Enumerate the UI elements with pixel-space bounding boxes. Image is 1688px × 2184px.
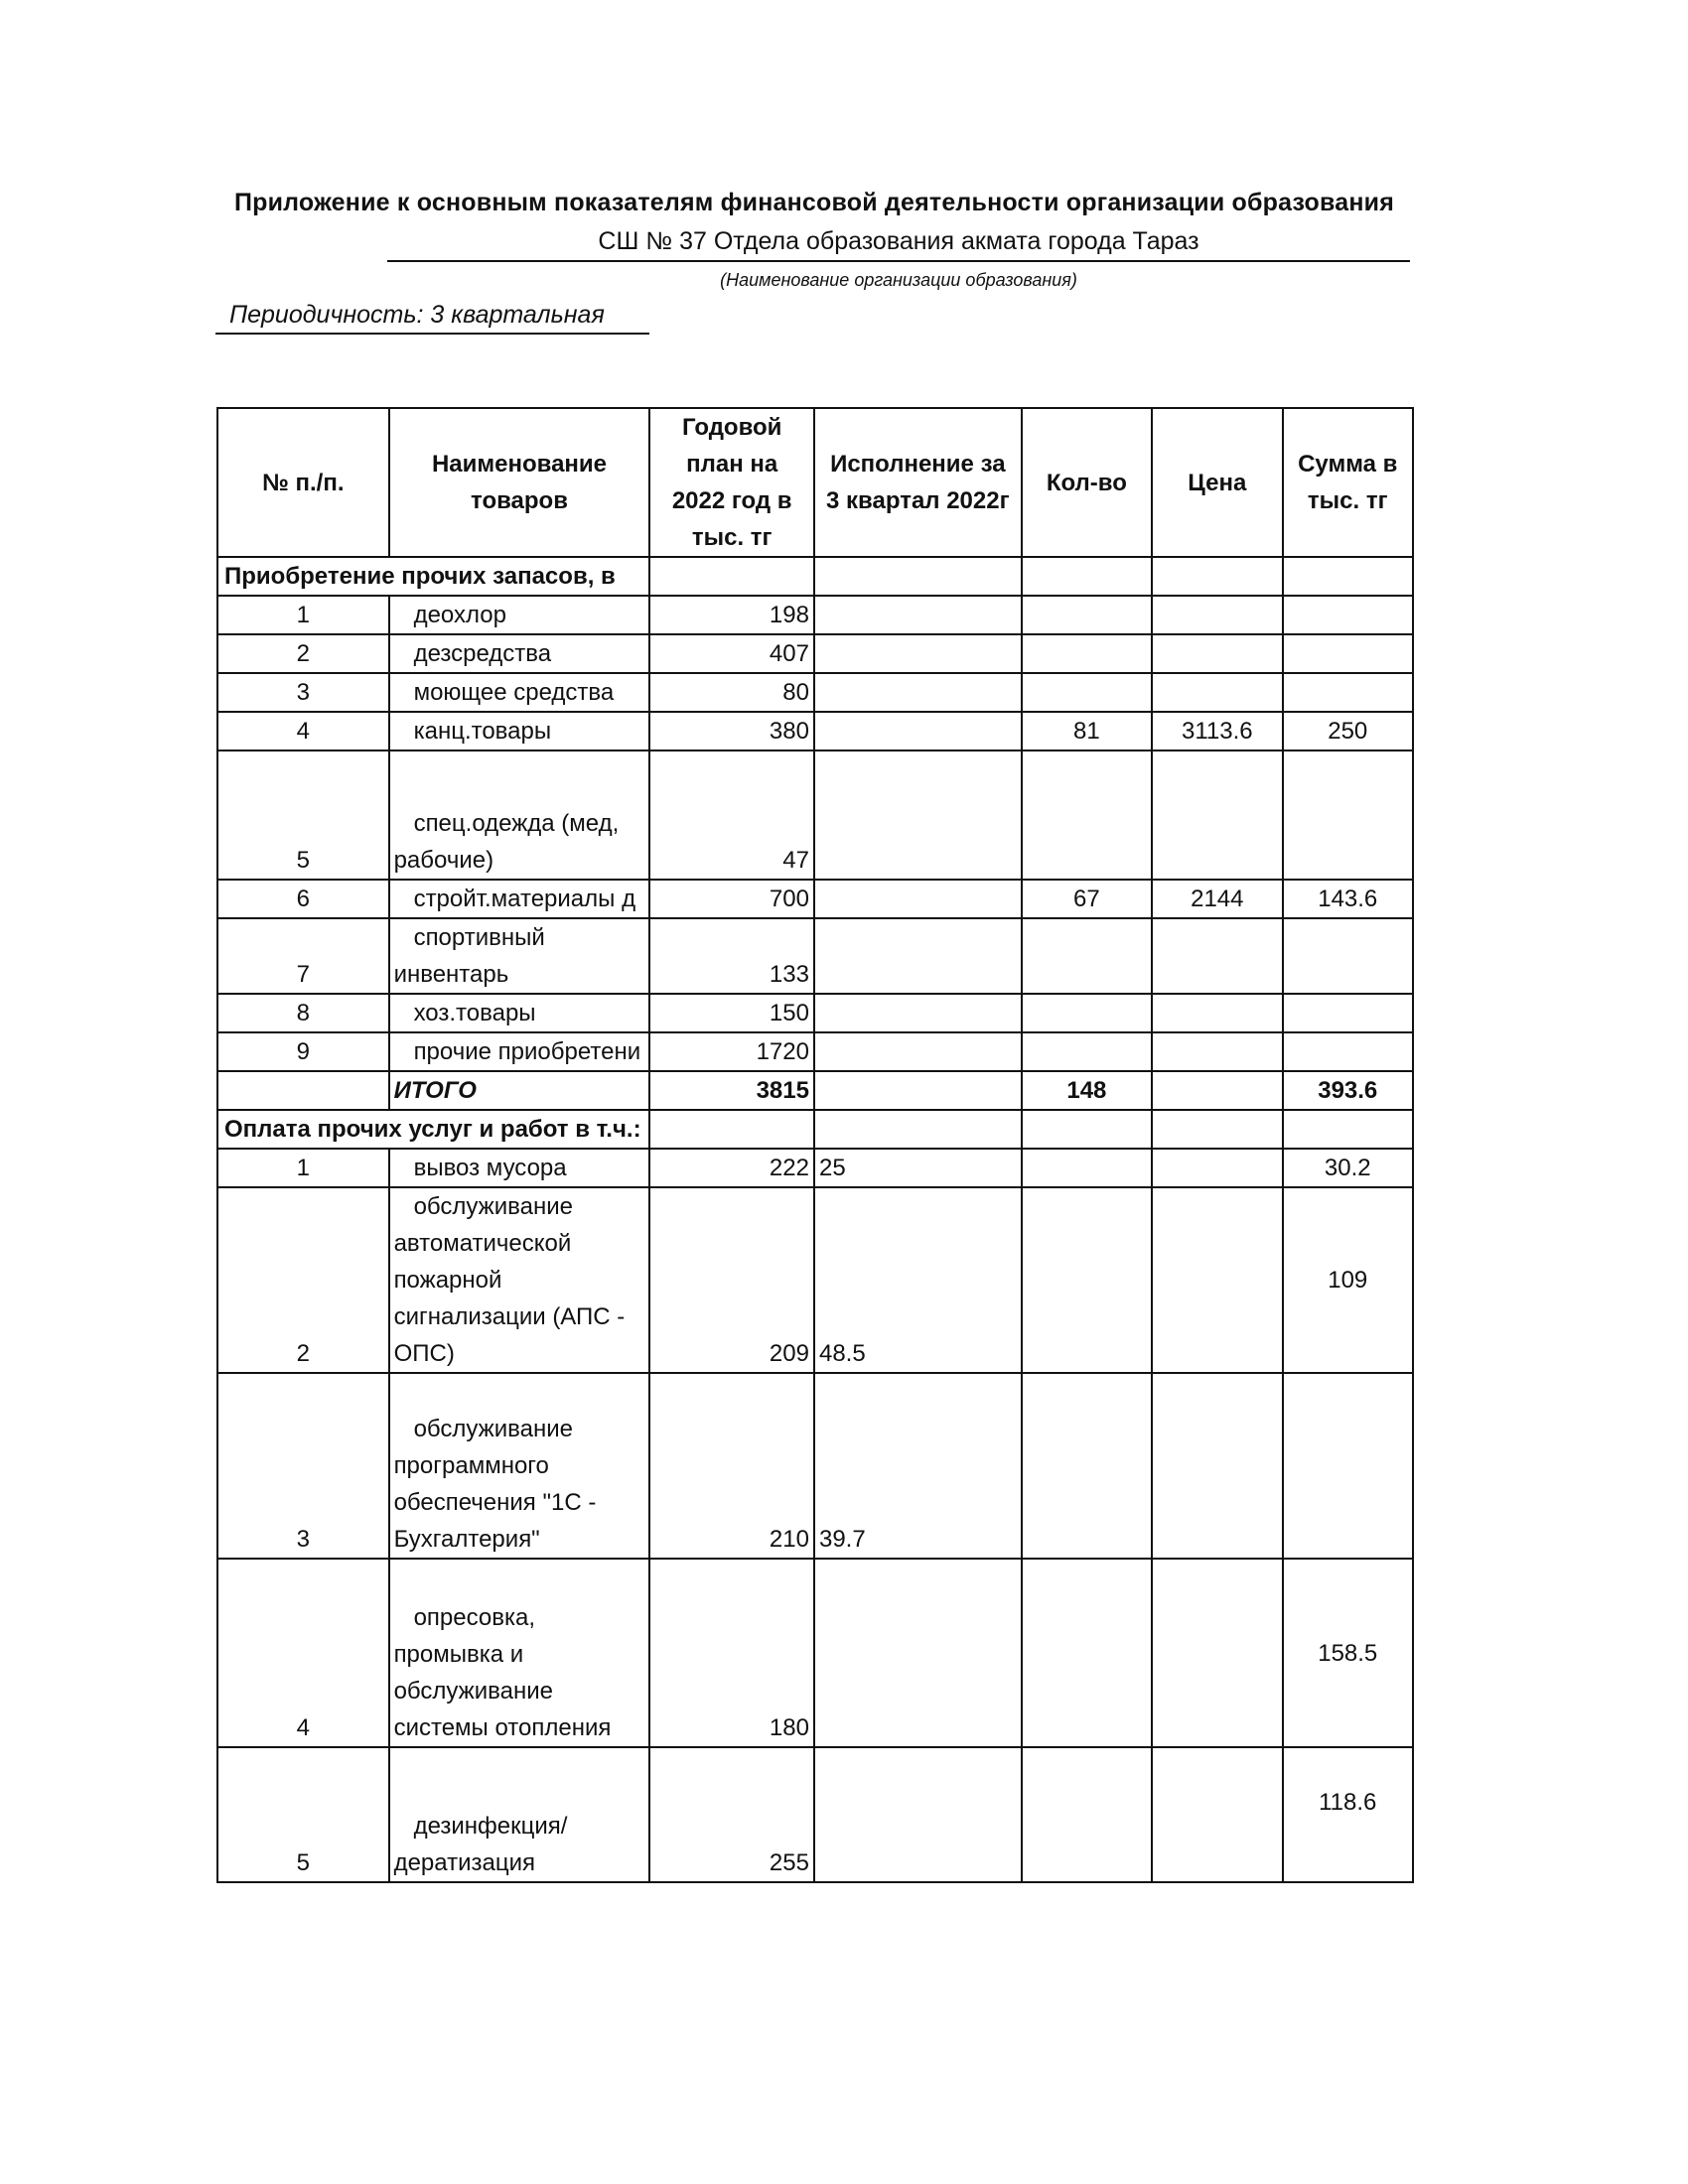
- row-name-line: промывка и: [393, 1641, 524, 1668]
- section-title: Оплата прочих услуг и работ в т.ч.:: [217, 1110, 649, 1149]
- row-quantity: [1022, 1149, 1152, 1187]
- row-number: 1: [217, 1149, 389, 1187]
- row-price: [1152, 596, 1282, 634]
- total-price: [1152, 1071, 1282, 1110]
- row-name-text: стройт.материалы д: [413, 886, 636, 912]
- row-execution: [814, 1559, 1022, 1747]
- row-plan: 209: [649, 1187, 814, 1373]
- table-row: [217, 1149, 1413, 1187]
- row-price: [1152, 1559, 1282, 1747]
- row-execution: 39.7: [814, 1373, 1022, 1559]
- table-row: [217, 751, 1413, 880]
- row-number: 5: [217, 751, 389, 880]
- row-sum: [1283, 1032, 1414, 1071]
- row-sum: [1283, 596, 1414, 634]
- row-execution: [814, 1032, 1022, 1071]
- row-quantity: 81: [1022, 712, 1152, 751]
- row-execution: [814, 596, 1022, 634]
- row-sum: [1283, 634, 1414, 673]
- row-execution: [814, 994, 1022, 1032]
- organization-caption: (Наименование организации образования): [720, 270, 1077, 290]
- row-plan: 222: [649, 1149, 814, 1187]
- page-title: Приложение к основным показателям финансовой деятельности организации образования: [233, 189, 1395, 216]
- finance-table: [216, 407, 1414, 1883]
- row-name: [389, 751, 650, 880]
- column-header-price: Цена: [1152, 408, 1282, 557]
- periodicity-label: Периодичность: 3 квартальная: [215, 301, 649, 335]
- organization-name: СШ № 37 Отдела образования акмата города Тараз: [387, 227, 1410, 262]
- row-name-line: Бухгалтерия": [393, 1526, 540, 1553]
- row-execution: [814, 918, 1022, 994]
- row-name-line: дератизация: [393, 1849, 535, 1876]
- row-sum: 109: [1283, 1187, 1414, 1373]
- row-name: [389, 673, 650, 712]
- row-execution: [814, 880, 1022, 918]
- section-row: [217, 1110, 1413, 1149]
- row-sum: [1283, 1373, 1414, 1559]
- row-number: 4: [217, 1559, 389, 1747]
- row-plan: 180: [649, 1559, 814, 1747]
- row-name-text: вывоз мусора: [413, 1155, 567, 1181]
- row-name-line: дезинфекция/: [413, 1813, 568, 1840]
- row-quantity: [1022, 994, 1152, 1032]
- column-header-number: № п./п.: [217, 408, 389, 557]
- table-row: [217, 1373, 1413, 1559]
- row-quantity: [1022, 1032, 1152, 1071]
- row-plan: 380: [649, 712, 814, 751]
- table-row: [217, 1187, 1413, 1373]
- row-name-line: программного: [393, 1452, 549, 1479]
- row-quantity: [1022, 673, 1152, 712]
- table-row: [217, 880, 1413, 918]
- row-name-text: канц.товары: [413, 718, 552, 745]
- row-name: [389, 1149, 650, 1187]
- row-plan: 700: [649, 880, 814, 918]
- table-row: [217, 994, 1413, 1032]
- section-row: [217, 557, 1413, 596]
- row-name-text: дезсредства: [413, 640, 552, 667]
- row-sum: [1283, 673, 1414, 712]
- total-number: [217, 1071, 389, 1110]
- row-name: [389, 1032, 650, 1071]
- row-name: [389, 918, 650, 994]
- row-name-line: спец.одежда (мед,: [413, 810, 620, 837]
- row-sum: [1283, 751, 1414, 880]
- table-row: [217, 1747, 1413, 1882]
- row-price: 3113.6: [1152, 712, 1282, 751]
- row-plan: 150: [649, 994, 814, 1032]
- table-row: [217, 634, 1413, 673]
- row-name: [389, 1187, 650, 1373]
- row-name-line: обслуживание: [413, 1193, 573, 1220]
- section-title: Приобретение прочих запасов, в: [217, 557, 649, 596]
- table-row: [217, 1559, 1413, 1747]
- row-name: [389, 1559, 650, 1747]
- row-execution: [814, 634, 1022, 673]
- row-number: 8: [217, 994, 389, 1032]
- row-quantity: [1022, 1187, 1152, 1373]
- row-quantity: [1022, 1747, 1152, 1882]
- row-sum: [1283, 994, 1414, 1032]
- row-execution: [814, 1747, 1022, 1882]
- row-sum: 158.5: [1283, 1559, 1414, 1747]
- row-name-line: системы отопления: [393, 1714, 612, 1741]
- row-price: [1152, 751, 1282, 880]
- row-execution: [814, 712, 1022, 751]
- row-execution: [814, 751, 1022, 880]
- row-name: [389, 1747, 650, 1882]
- row-price: [1152, 1149, 1282, 1187]
- table-row: [217, 673, 1413, 712]
- row-plan: 1720: [649, 1032, 814, 1071]
- row-name-line: ОПС): [393, 1340, 455, 1367]
- row-quantity: [1022, 1559, 1152, 1747]
- row-name-line: сигнализации (АПС -: [393, 1303, 626, 1330]
- row-name-text: хоз.товары: [413, 1000, 536, 1026]
- table-row: [217, 712, 1413, 751]
- row-number: 4: [217, 712, 389, 751]
- row-plan: 407: [649, 634, 814, 673]
- row-plan: 198: [649, 596, 814, 634]
- row-price: [1152, 918, 1282, 994]
- row-number: 5: [217, 1747, 389, 1882]
- row-quantity: [1022, 918, 1152, 994]
- row-quantity: [1022, 1373, 1152, 1559]
- row-name-line: обслуживание: [393, 1678, 553, 1705]
- row-price: [1152, 1032, 1282, 1071]
- row-price: [1152, 673, 1282, 712]
- row-execution: 25: [814, 1149, 1022, 1187]
- total-sum: 393.6: [1283, 1071, 1414, 1110]
- row-sum: 143.6: [1283, 880, 1414, 918]
- row-name-line: пожарной: [393, 1267, 502, 1294]
- column-header-annual-plan: Годовой план на 2022 год в тыс. тг: [649, 408, 814, 557]
- row-number: 9: [217, 1032, 389, 1071]
- row-quantity: [1022, 634, 1152, 673]
- row-number: 7: [217, 918, 389, 994]
- column-header-sum: Сумма в тыс. тг: [1283, 408, 1414, 557]
- total-quantity: 148: [1022, 1071, 1152, 1110]
- total-plan: 3815: [649, 1071, 814, 1110]
- row-price: [1152, 994, 1282, 1032]
- row-execution: [814, 673, 1022, 712]
- row-price: 2144: [1152, 880, 1282, 918]
- row-name-text: прочие приобретени: [413, 1038, 641, 1065]
- row-name: [389, 880, 650, 918]
- row-number: 3: [217, 1373, 389, 1559]
- row-name-line: обеспечения "1С -: [393, 1489, 597, 1516]
- row-plan: 210: [649, 1373, 814, 1559]
- row-sum: 30.2: [1283, 1149, 1414, 1187]
- row-plan: 47: [649, 751, 814, 880]
- table-row: [217, 596, 1413, 634]
- row-quantity: [1022, 596, 1152, 634]
- column-header-execution: Исполнение за 3 квартал 2022г: [814, 408, 1022, 557]
- column-header-quantity: Кол-во: [1022, 408, 1152, 557]
- row-number: 1: [217, 596, 389, 634]
- row-plan: 133: [649, 918, 814, 994]
- row-name: [389, 634, 650, 673]
- table-row: [217, 918, 1413, 994]
- row-price: [1152, 634, 1282, 673]
- total-execution: [814, 1071, 1022, 1110]
- row-name: [389, 994, 650, 1032]
- row-number: 3: [217, 673, 389, 712]
- row-price: [1152, 1187, 1282, 1373]
- row-name: [389, 712, 650, 751]
- total-row: [217, 1071, 1413, 1110]
- row-name-line: инвентарь: [393, 961, 509, 988]
- row-name-line: обслуживание: [413, 1416, 573, 1442]
- row-sum: 250: [1283, 712, 1414, 751]
- row-quantity: [1022, 751, 1152, 880]
- table-row: [217, 1032, 1413, 1071]
- row-sum: 118.6: [1283, 1747, 1414, 1882]
- row-name-line: рабочие): [393, 847, 494, 874]
- row-number: 6: [217, 880, 389, 918]
- row-sum: [1283, 918, 1414, 994]
- row-name-line: автоматической: [393, 1230, 572, 1257]
- row-name: [389, 596, 650, 634]
- row-price: [1152, 1373, 1282, 1559]
- row-name: [389, 1373, 650, 1559]
- table-header-row: [217, 408, 1413, 557]
- row-name-text: моющее средства: [413, 679, 615, 706]
- row-execution: 48.5: [814, 1187, 1022, 1373]
- total-label: ИТОГО: [389, 1071, 650, 1110]
- row-number: 2: [217, 1187, 389, 1373]
- row-price: [1152, 1747, 1282, 1882]
- row-name-text: деохлор: [413, 602, 506, 628]
- row-name-line: спортивный: [413, 924, 545, 951]
- column-header-name: Наименование товаров: [389, 408, 650, 557]
- row-quantity: 67: [1022, 880, 1152, 918]
- row-number: 2: [217, 634, 389, 673]
- row-name-line: опресовка,: [413, 1604, 536, 1631]
- row-plan: 255: [649, 1747, 814, 1882]
- row-plan: 80: [649, 673, 814, 712]
